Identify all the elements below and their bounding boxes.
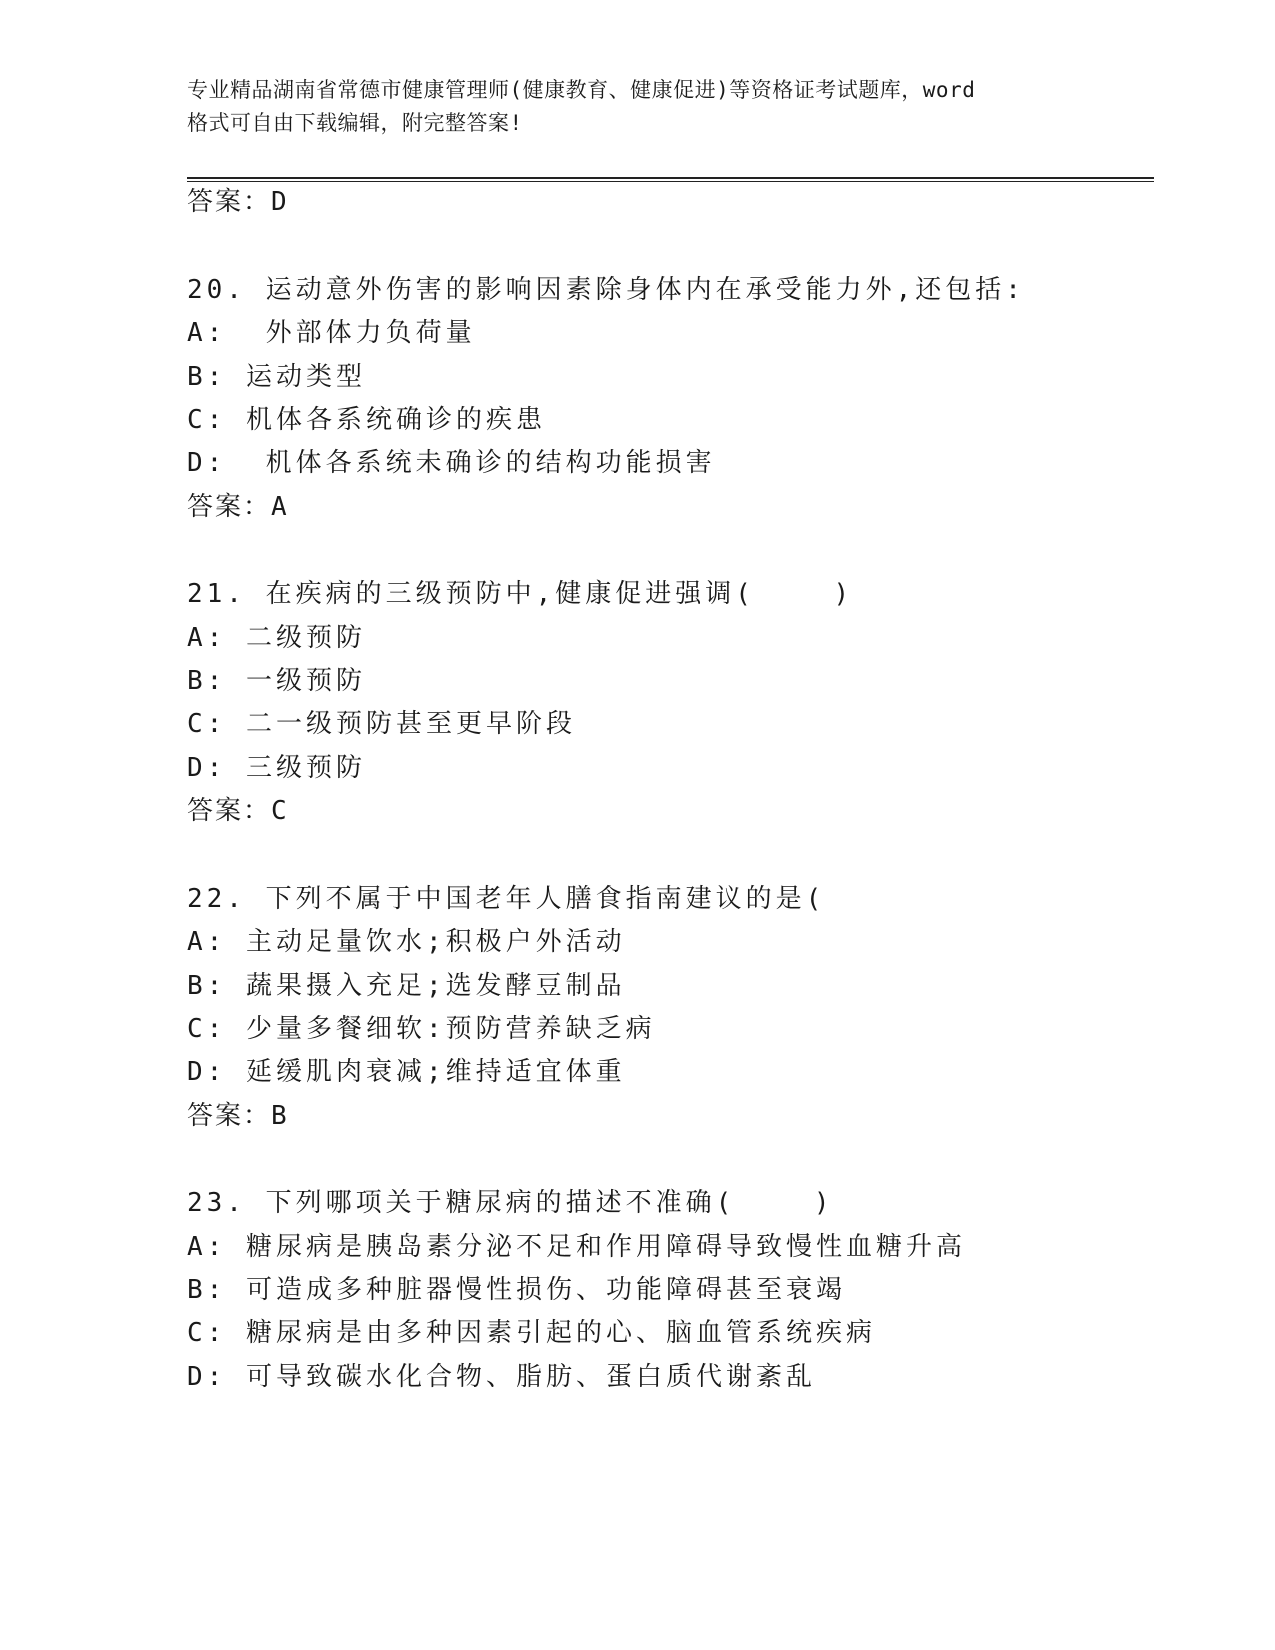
question-22-option-a: A: 主动足量饮水;积极户外活动	[187, 927, 626, 957]
question-21-option-d: D: 三级预防	[187, 753, 366, 783]
answer-previous: 答案：D	[187, 187, 289, 217]
question-21-option-c: C: 二一级预防甚至更早阶段	[187, 709, 576, 739]
question-22-stem: 22. 下列不属于中国老年人膳食指南建议的是(	[187, 884, 826, 914]
header-line-2: 格式可自由下载编辑，附完整答案!	[187, 111, 523, 135]
question-22-option-d: D: 延缓肌肉衰减;维持适宜体重	[187, 1057, 626, 1087]
question-20-option-b: B: 运动类型	[187, 362, 366, 392]
header-line-1: 专业精品湖南省常德市健康管理师(健康教育、健康促进)等资格证考试题库，word	[187, 78, 976, 102]
question-23-option-d: D: 可导致碳水化合物、脂肪、蛋白质代谢紊乱	[187, 1362, 816, 1392]
question-21-option-a: A: 二级预防	[187, 623, 366, 653]
question-20-option-d: D: 机体各系统未确诊的结构功能损害	[187, 448, 716, 478]
question-20-stem: 20. 运动意外伤害的影响因素除身体内在承受能力外,还包括:	[187, 275, 1025, 305]
question-23-option-a: A: 糖尿病是胰岛素分泌不足和作用障碍导致慢性血糖升高	[187, 1232, 966, 1262]
question-21-option-b: B: 一级预防	[187, 666, 366, 696]
question-21-answer: 答案：C	[187, 796, 289, 826]
question-20-answer: 答案：A	[187, 492, 289, 522]
question-23-stem: 23. 下列哪项关于糖尿病的描述不准确( )	[187, 1188, 834, 1218]
question-22-option-b: B: 蔬果摄入充足;选发酵豆制品	[187, 971, 626, 1001]
question-22-option-c: C: 少量多餐细软:预防营养缺乏病	[187, 1014, 656, 1044]
question-20-option-c: C: 机体各系统确诊的疾患	[187, 405, 546, 435]
question-22-answer: 答案：B	[187, 1101, 289, 1131]
question-23-option-c: C: 糖尿病是由多种因素引起的心、脑血管系统疾病	[187, 1318, 876, 1348]
question-21-stem: 21. 在疾病的三级预防中,健康促进强调( )	[187, 579, 854, 609]
header-divider	[187, 177, 1154, 182]
question-20-option-a: A: 外部体力负荷量	[187, 318, 476, 348]
question-23-option-b: B: 可造成多种脏器慢性损伤、功能障碍甚至衰竭	[187, 1275, 846, 1305]
page-header	[187, 74, 1087, 140]
